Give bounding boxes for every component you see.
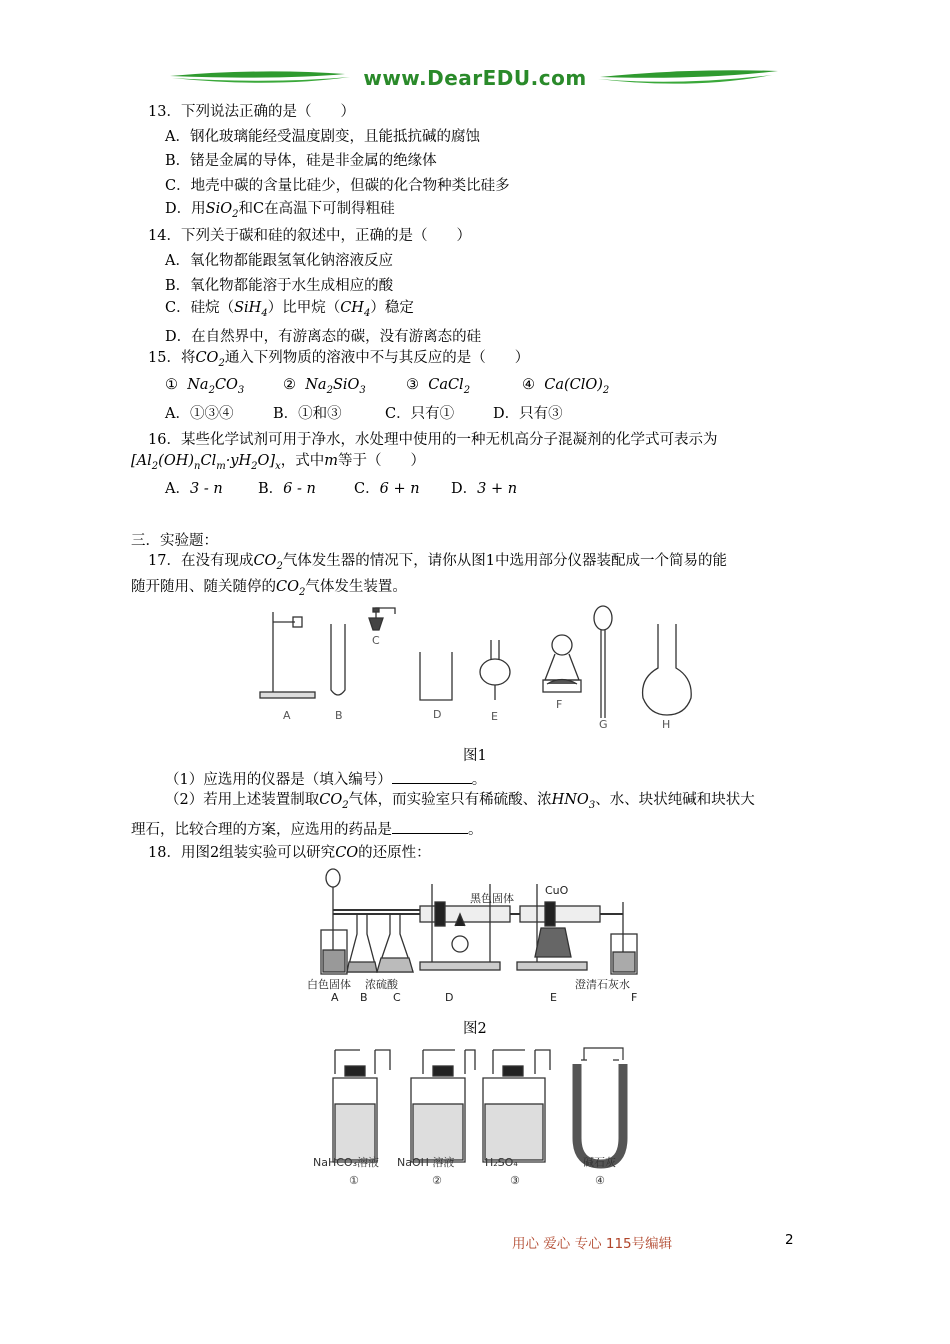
figure-1-apparatus [255, 600, 695, 730]
q15-item-3: ③ CaCl$_2$ [406, 377, 471, 396]
q15-item-1: ① $Na_2CO_3$ [165, 377, 245, 396]
q16-option-a: A．3 - n [165, 481, 223, 497]
fig2-label-black-solid: 黑色固体 [470, 892, 514, 905]
figure-1-caption: 图1 [463, 748, 487, 764]
q15-stem: 15．将$CO_2$通入下列物质的溶液中不与其反应的是（ ） [148, 350, 530, 369]
bottle-3-num: ③ [510, 1174, 520, 1187]
fig2-label-f: F [631, 991, 638, 1002]
answer-blank-1[interactable] [392, 769, 472, 784]
apparatus-c-stopper [369, 608, 395, 630]
bottle-3-label: H₂SO₄ [485, 1156, 518, 1169]
fig2-label-cuo: CuO [545, 884, 569, 897]
q16-stem: 16．某些化学试剂可用于净水，水处理中使用的一种无机高分子混凝剂的化学式可表示为 [148, 432, 718, 448]
fig2-label-c: C [393, 991, 401, 1002]
apparatus-e-funnel [480, 640, 510, 700]
apparatus-a-iron-stand [260, 612, 315, 698]
bottle-4-label: 碱石灰 [583, 1156, 616, 1169]
bottle-1-num: ① [349, 1174, 359, 1187]
fig2-label-e: E [550, 991, 557, 1002]
q15-option-d: D．只有③ [493, 406, 563, 422]
q15-option-b: B．①和③ [273, 406, 342, 422]
q15-item-4: ④ $Ca(ClO)_2$ [522, 377, 610, 396]
bottle-4-num: ④ [595, 1174, 605, 1187]
fig2-label-a: A [331, 991, 339, 1002]
fig2-label-limewater: 澄清石灰水 [575, 978, 630, 991]
q15-item-2: ② $Na_2SiO_3$ [283, 377, 366, 396]
fig1-label-h: H [662, 718, 671, 730]
footer-text: 用心 爱心 专心 115号编辑 [512, 1236, 673, 1252]
q13-stem: 13．下列说法正确的是（ ） [148, 104, 355, 120]
q16-option-c: C．6 + n [354, 481, 420, 497]
q16-option-b: B．6 - n [258, 481, 316, 497]
bottle-2-label: NaOH 溶液 [397, 1156, 455, 1169]
fig1-label-g: G [599, 718, 608, 730]
q13-option-a: A．钢化玻璃能经受温度剧变，且能抵抗碱的腐蚀 [165, 129, 480, 145]
q16-formula-line: $[Al_2(OH)_nCl_m\cdot yH_2O]_x$，式中m等于（ ） [131, 453, 425, 472]
fig2-apparatus-b [347, 914, 377, 972]
bottle-3 [483, 1050, 550, 1162]
figure-2-caption: 图2 [463, 1021, 487, 1037]
q14-option-d: D．在自然界中，有游离态的碳，没有游离态的硅 [165, 329, 482, 345]
q15-option-c: C．只有① [385, 406, 455, 422]
answer-blank-2[interactable] [392, 819, 468, 834]
bottle-1-label: NaHCO₃溶液 [313, 1156, 379, 1169]
fig2-label-d: D [445, 991, 454, 1002]
site-header: www.DearEDU.com [363, 66, 587, 90]
q14-option-c: C．硅烷（SiH$_4$）比甲烷$(CH_4)$稳定 [165, 300, 414, 319]
fig2-apparatus-a [321, 869, 347, 974]
q13-option-c: C．地壳中碳的含量比硅少，但碳的化合物种类比硅多 [165, 178, 510, 194]
apparatus-h-flask [643, 624, 692, 715]
q13-option-b: B．锗是金属的导体，硅是非金属的绝缘体 [165, 153, 437, 169]
bottle-2-num: ② [432, 1174, 442, 1187]
fig1-label-a: A [283, 709, 291, 722]
bottle-2 [411, 1050, 475, 1162]
fig1-label-d: D [433, 708, 442, 721]
fig2-label-b: B [360, 991, 368, 1002]
q17-stem-line2: 随开随用、随关随停的$CO_2$气体发生装置。 [131, 579, 407, 598]
q14-stem: 14．下列关于碳和硅的叙述中，正确的是（ ） [148, 228, 471, 244]
page-number: 2 [785, 1232, 794, 1248]
fig1-label-b: B [335, 709, 343, 722]
q15-option-a: A．①③④ [165, 406, 234, 422]
q17-part-1: （1）应选用的仪器是（填入编号） 。 [165, 769, 486, 790]
fig2-apparatus-f [611, 902, 637, 974]
q17-part-2: （2）若用上述装置制取$CO_2$气体，而实验室只有稀硫酸、浓$HNO_3$、水、块状纯碱和块状大 [165, 792, 755, 811]
fig2-apparatus-c [377, 914, 413, 972]
bottles-row [305, 1042, 645, 1192]
fig2-label-conc-acid: 浓硫酸 [365, 978, 398, 991]
u-tube-4 [577, 1048, 623, 1164]
section-title: 三．实验题： [131, 533, 218, 549]
q13-option-d: D．用SiO$_2$和C在高温下可制得粗硅 [165, 201, 395, 220]
q17-part-2-line2: 理石，比较合理的方案，应选用的药品是 。 [131, 819, 483, 840]
fig1-label-c: C [372, 634, 380, 647]
fig1-label-e: E [491, 710, 498, 723]
q18-stem: 18．用图2组装实验可以研究CO的还原性： [148, 845, 431, 861]
apparatus-g-thistle-tube [594, 606, 612, 718]
q14-option-a: A．氧化物都能跟氢氧化钠溶液反应 [165, 253, 393, 269]
fig1-label-f: F [556, 698, 563, 711]
apparatus-d-beaker [420, 652, 452, 700]
apparatus-f-burner [543, 635, 581, 692]
apparatus-b-test-tube [331, 624, 345, 695]
q17-stem: 17．在没有现成$CO_2$气体发生器的情况下，请你从图1中选用部分仪器装配成一个简易的能 [148, 553, 728, 572]
q16-option-d: D．3 + n [451, 481, 518, 497]
bottle-1 [333, 1050, 390, 1162]
q14-option-b: B．氧化物都能溶于水生成相应的酸 [165, 278, 394, 294]
figure-2-apparatus [305, 862, 655, 1002]
fig2-label-white-solid: 白色固体 [307, 978, 351, 991]
